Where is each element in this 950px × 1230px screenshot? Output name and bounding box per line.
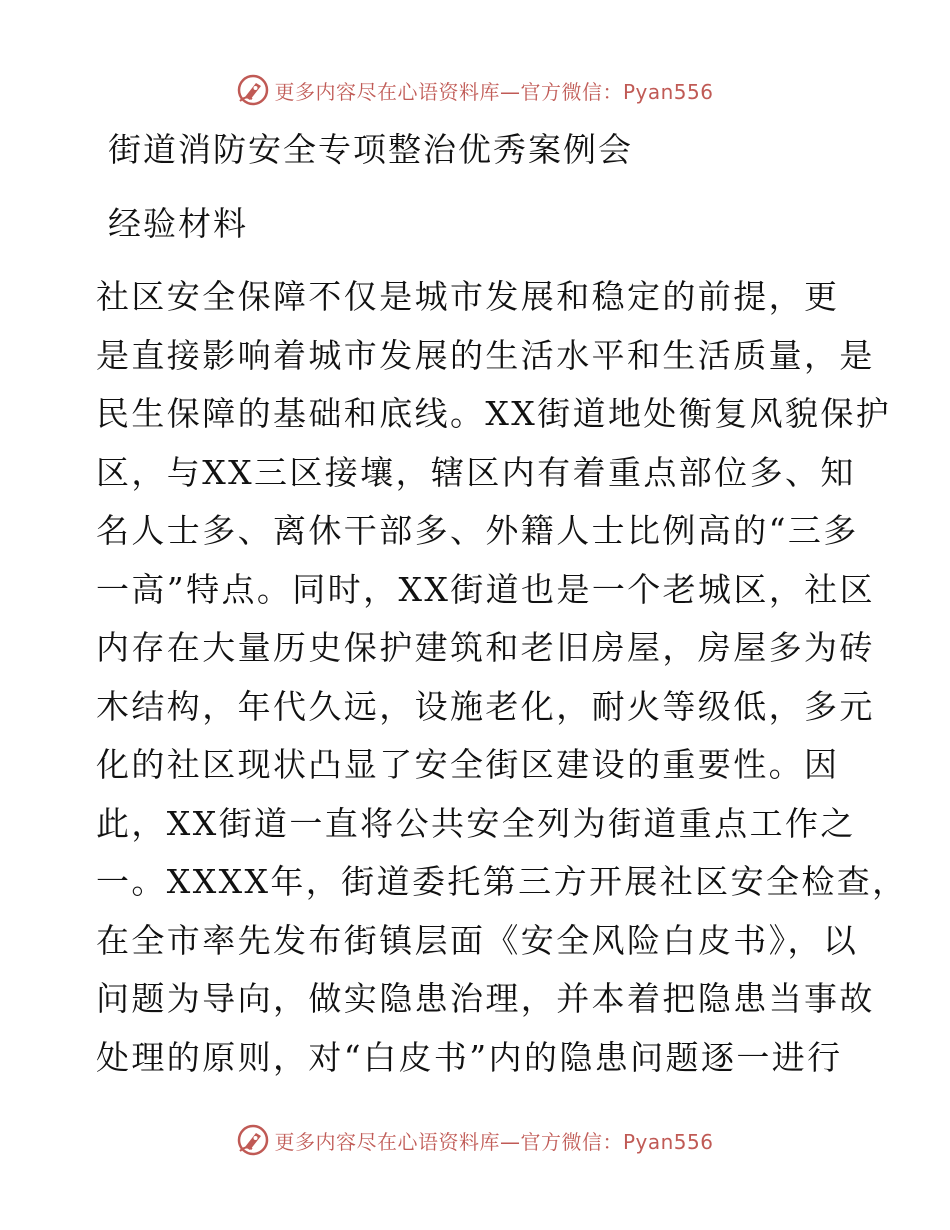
footer-watermark — [0, 1120, 950, 1160]
body-line: 内存在大量历史保护建筑和老旧房屋，房屋多为砖 — [96, 628, 875, 667]
body-line: 民生保障的基础和底线。XX街道地处衡复风貌保护 — [96, 394, 892, 433]
body-line: 问题为导向，做实隐患治理，并本着把隐患当事故 — [96, 979, 875, 1018]
body-line: 化的社区现状凸显了安全街区建设的重要性。因 — [96, 745, 840, 784]
footer-watermark-text: 更多内容尽在心语资料库—官方微信：Pyan556 — [274, 1129, 714, 1154]
body-line: 一高”特点。同时，XX街道也是一个老城区，社区 — [96, 569, 876, 609]
body-line: 处理的原则，对“白皮书”内的隐患问题逐一进行 — [96, 1037, 843, 1077]
header-watermark — [0, 70, 950, 110]
body-line: 一。XXXX年，街道委托第三方开展社区安全检查， — [96, 862, 908, 901]
body-line: 名人士多、离休干部多、外籍人士比例高的“三多 — [96, 511, 859, 550]
header-watermark-text: 更多内容尽在心语资料库—官方微信：Pyan556 — [274, 79, 714, 104]
document-body — [96, 268, 908, 1087]
body-line: 在全市率先发布街镇层面《安全风险白皮书》，以 — [96, 920, 859, 960]
pen-nib-circle-icon — [236, 1123, 270, 1157]
body-line: 此，XX街道一直将公共安全列为街道重点工作之 — [96, 803, 856, 843]
pen-nib-circle-icon — [236, 73, 270, 107]
body-line: 木结构，年代久远，设施老化，耐火等级低，多元 — [96, 686, 875, 726]
body-line: 社区安全保障不仅是城市发展和稳定的前提，更 — [96, 277, 840, 316]
document-title: 街道消防安全专项整治优秀案例会 — [108, 130, 633, 169]
body-line: 区，与XX三区接壤，辖区内有着重点部位多、知 — [96, 452, 856, 492]
body-line: 是直接影响着城市发展的生活水平和生活质量，是 — [96, 335, 875, 375]
document-subtitle: 经验材料 — [108, 204, 248, 243]
